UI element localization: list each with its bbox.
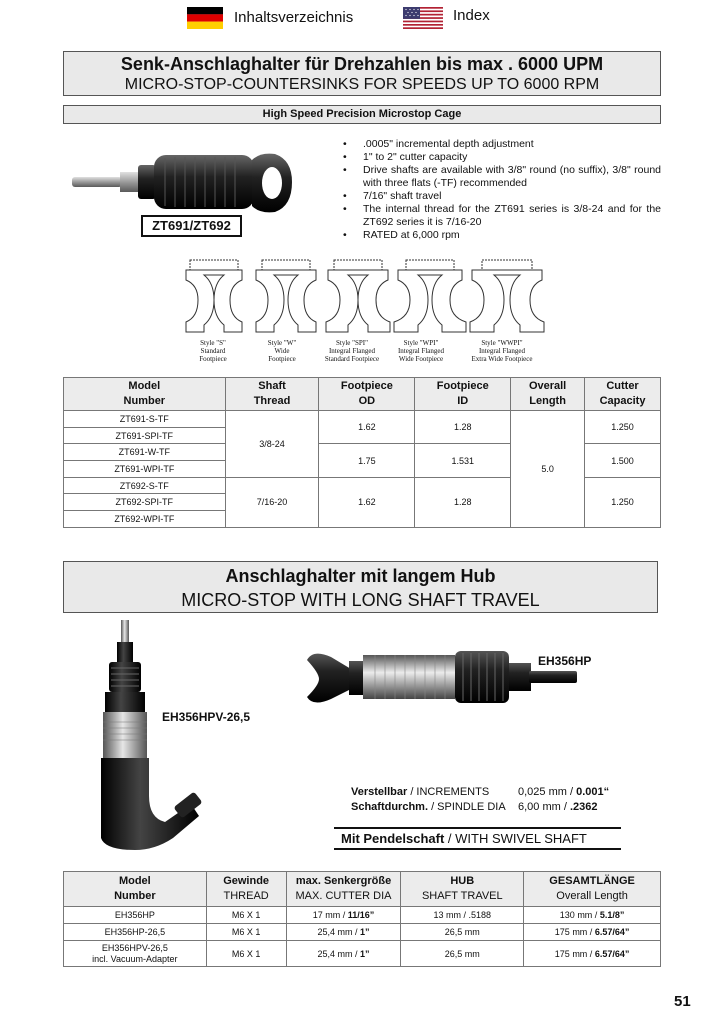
spindle-dia-row: Schaftdurchm. / SPINDLE DIA 6,00 mm / .2362	[351, 801, 598, 813]
style-caption: Style "SPI" Integral Flanged Standard Footpiece	[324, 339, 380, 363]
style-caption: Style "WPI" Integral Flanged Wide Footpiece	[397, 339, 445, 363]
model-cell: EH356HP-26,5	[64, 924, 207, 941]
thread-cell: 3/8-24	[225, 411, 319, 478]
od-cell: 1.62	[319, 411, 415, 444]
section1-title-de: Senk-Anschlaghalter für Drehzahlen bis max . 6000 UPM	[120, 54, 604, 74]
model-cell: ZT691-SPI-TF	[64, 427, 226, 444]
travel-cell: 26,5 mm	[401, 941, 524, 967]
header-model: Model Number	[64, 872, 207, 907]
model-label-zt691: ZT691/ZT692	[141, 215, 242, 237]
header-cutter-dia: max. Senkergröße MAX. CUTTER DIA	[286, 872, 401, 907]
header-cutter-capacity: Cutter Capacity	[585, 378, 661, 411]
increments-row: Verstellbar / INCREMENTS 0,025 mm / 0.001“	[351, 786, 610, 798]
feature-list	[343, 138, 661, 242]
thread-cell: M6 X 1	[206, 941, 286, 967]
model-cell: ZT691-W-TF	[64, 444, 226, 461]
style-caption: Style "W" Wide Footpiece	[267, 339, 297, 363]
capacity-cell: 1.500	[585, 444, 661, 477]
table-row	[64, 411, 661, 428]
model-cell: ZT692-WPI-TF	[64, 511, 226, 528]
cutter-dia-cell: 17 mm / 11/16”	[286, 907, 401, 924]
model-cell: ZT692-SPI-TF	[64, 494, 226, 511]
footpiece-wpi-drawing	[394, 260, 466, 332]
top-navigation	[0, 0, 724, 36]
model-cell: EH356HP	[64, 907, 207, 924]
length-cell: 5.0	[511, 411, 585, 528]
eh356-spec-table	[63, 871, 661, 967]
feature-item: • 1" to 2" cutter capacity	[343, 151, 661, 164]
section1-subtitle: High Speed Precision Microstop Cage	[63, 105, 661, 124]
page-number: 51	[674, 993, 691, 1010]
table-row	[64, 941, 661, 967]
section2-title-banner	[63, 561, 658, 613]
header-thread: Gewinde THREAD	[206, 872, 286, 907]
table-row	[64, 907, 661, 924]
header-footpiece-od: Footpiece OD	[319, 378, 415, 411]
header-overall-length: GESAMTLÄNGE Overall Length	[524, 872, 661, 907]
feature-item: • 7/16" shaft travel	[343, 190, 661, 203]
travel-cell: 26,5 mm	[401, 924, 524, 941]
capacity-cell: 1.250	[585, 411, 661, 444]
table-header-row	[64, 872, 661, 907]
section2-title-de: Anschlaghalter mit langem Hub	[225, 566, 496, 586]
cutter-dia-cell: 25,4 mm / 1”	[286, 941, 401, 967]
header-model: Model Number	[64, 378, 226, 411]
feature-item: • RATED at 6,000 rpm	[343, 229, 661, 242]
model-cell: ZT691-WPI-TF	[64, 461, 226, 478]
feature-item: • .0005" incremental depth adjustment	[343, 138, 661, 151]
adjustment-specs	[351, 785, 651, 815]
length-cell: 175 mm / 6.57/64”	[524, 924, 661, 941]
od-cell: 1.62	[319, 477, 415, 527]
feature-item: • The internal thread for the ZT691 series is 3/8-24 and for the ZT692 series it is 7/16-20	[343, 203, 661, 229]
label-eh356hpv: EH356HPV-26,5	[162, 710, 251, 724]
id-cell: 1.28	[415, 411, 511, 444]
footpiece-w-drawing	[256, 260, 316, 332]
eh356hpv-tool-image	[95, 618, 205, 858]
model-cell: EH356HPV-26,5 incl. Vacuum-Adapter	[64, 941, 207, 967]
capacity-cell: 1.250	[585, 477, 661, 527]
header-shaft-thread: Shaft Thread	[225, 378, 319, 411]
style-caption: Style "S" Standard Footpiece	[199, 339, 227, 363]
german-flag-icon[interactable]	[187, 7, 223, 29]
zt691-spec-table	[63, 377, 661, 528]
section2-title-en: MICRO-STOP WITH LONG SHAFT TRAVEL	[181, 590, 540, 610]
table-row	[64, 924, 661, 941]
length-cell: 175 mm / 6.57/64”	[524, 941, 661, 967]
length-cell: 130 mm / 5.1/8”	[524, 907, 661, 924]
thread-cell: M6 X 1	[206, 907, 286, 924]
microstop-cage-image	[70, 150, 295, 220]
od-cell: 1.75	[319, 444, 415, 477]
model-cell: ZT691-S-TF	[64, 411, 226, 428]
style-caption: Style "WWPI" Integral Flanged Extra Wide Footpiece	[471, 339, 533, 363]
thread-cell: 7/16-20	[225, 477, 319, 527]
swivel-shaft-heading: Mit Pendelschaft / WITH SWIVEL SHAFT	[334, 827, 621, 850]
model-cell: ZT692-S-TF	[64, 477, 226, 494]
travel-cell: 13 mm / .5188	[401, 907, 524, 924]
table-of-contents-link[interactable]: Inhaltsverzeichnis	[234, 9, 354, 26]
label-eh356hp: EH356HP	[538, 654, 592, 668]
section1-title-en: MICRO-STOP-COUNTERSINKS FOR SPEEDS UP TO 6000 RPM	[124, 76, 600, 93]
footpiece-spi-drawing	[326, 260, 390, 332]
us-flag-icon[interactable]	[403, 7, 443, 29]
id-cell: 1.531	[415, 444, 511, 477]
feature-item: • Drive shafts are available with 3/8" round (no suffix), 3/8" round with three flats (-TF) recommended	[343, 164, 661, 190]
index-link[interactable]: Index	[453, 7, 490, 24]
cutter-dia-cell: 25,4 mm / 1”	[286, 924, 401, 941]
header-shaft-travel: HUB SHAFT TRAVEL	[401, 872, 524, 907]
footpiece-wwpi-drawing	[470, 260, 544, 332]
table-header-row	[64, 378, 661, 411]
section1-title-banner	[63, 51, 661, 96]
header-footpiece-id: Footpiece ID	[415, 378, 511, 411]
footpiece-s-drawing	[186, 260, 242, 332]
id-cell: 1.28	[415, 477, 511, 527]
header-overall-length: Overall Length	[511, 378, 585, 411]
thread-cell: M6 X 1	[206, 924, 286, 941]
